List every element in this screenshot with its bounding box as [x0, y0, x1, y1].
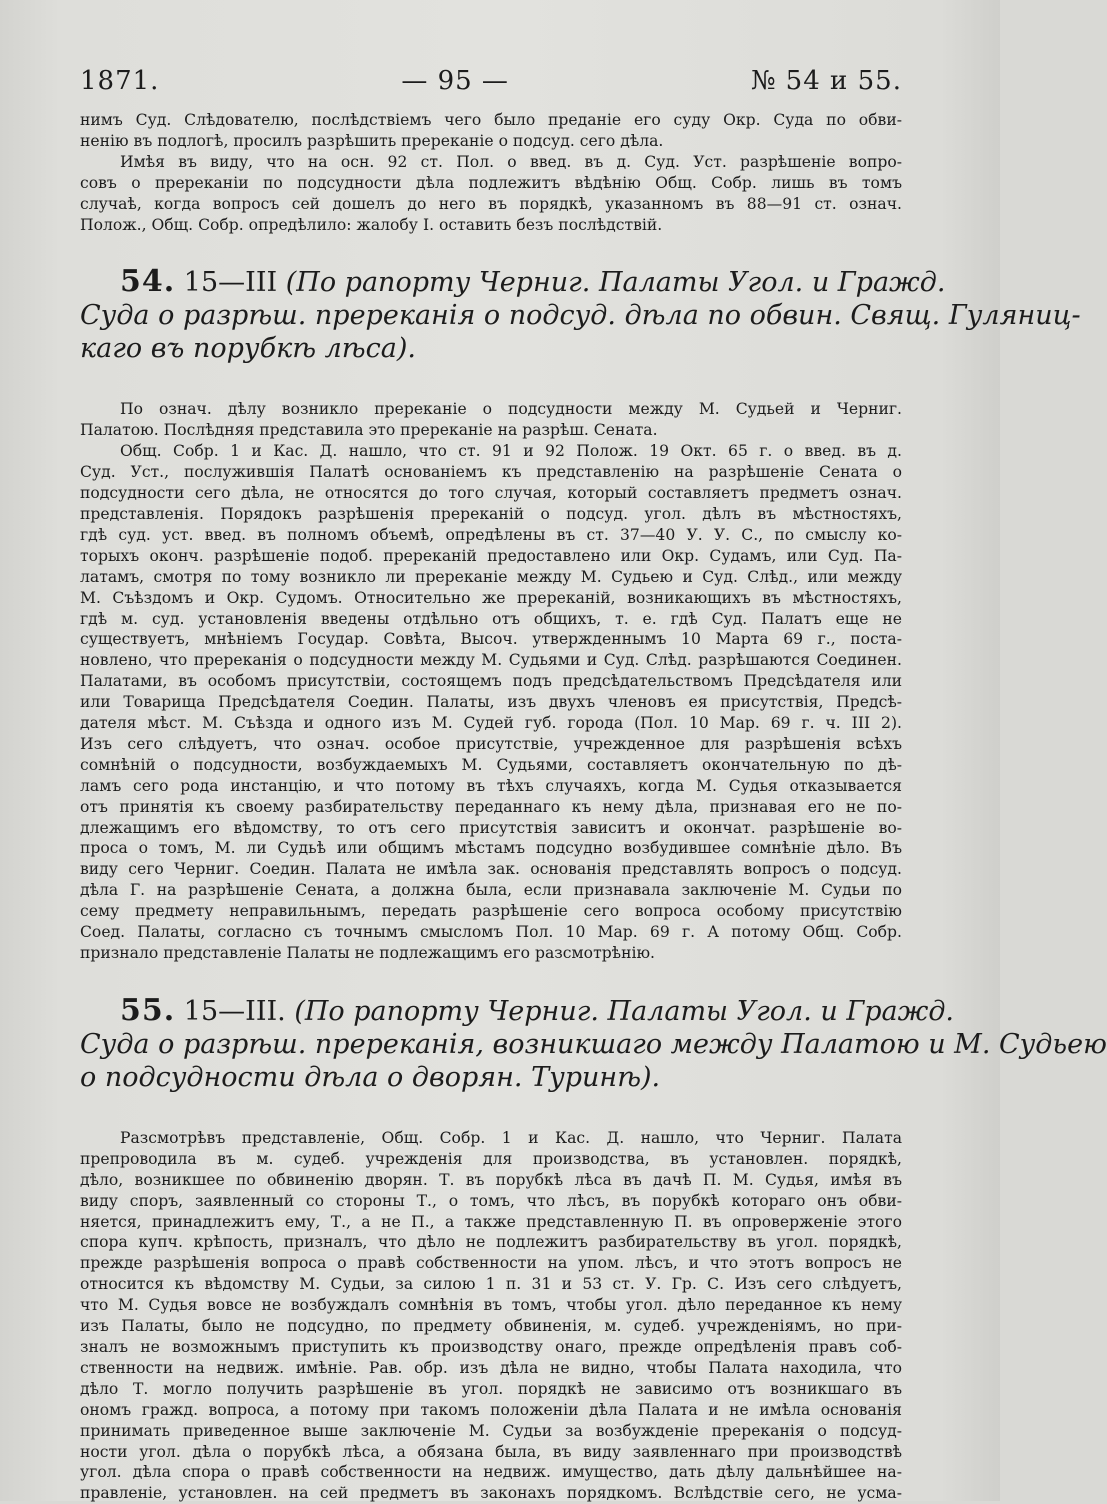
text-line: М. Съѣздомъ и Окр. Судомъ. Относительно же пререканій, возникающихъ въ мѣстностяхъ, [80, 588, 902, 607]
text-line: ненію въ подлогѣ, просилъ разрѣшить пререканіе о подсуд. сего дѣла. [80, 131, 664, 150]
text-line: Изъ сего слѣдуетъ, что означ. особое присутствіе, учрежденное для разрѣшенія всѣхъ [80, 734, 902, 753]
text-line: ственности на недвиж. имѣніе. Рав. обр. изъ дѣла не видно, чтобы Палата находила, что [80, 1358, 902, 1377]
text-line: дѣла Г. на разрѣшеніе Сената, а должна была, если признавала заключеніе М. Судьи по [80, 881, 902, 900]
text-line: Палатами, въ особомъ присутствіи, состоящемъ подъ предсѣдательствомъ Предсѣдателя или [80, 672, 902, 691]
text-line: дѣло Т. могло получить разрѣшеніе въ угол. порядкѣ не зависимо отъ возникшаго въ [80, 1379, 902, 1398]
text-line: ономъ гражд. вопроса, а потому при такомъ положеніи дѣла Палата и не имѣла основанія [80, 1400, 902, 1419]
case-number: 54. [120, 264, 176, 300]
text-line: изъ Палаты, было не подсудно, по предмету обвиненія, м. судеб. учрежденіямъ, но при- [80, 1317, 902, 1336]
text-line: Общ. Собр. 1 и Кас. Д. нашло, что ст. 91 и 92 Полож. 19 Окт. 65 г. о введ. въ д. [120, 442, 902, 461]
intro-paragraphs [80, 110, 902, 235]
text-line: относится къ вѣдомству М. Судьи, за силою 1 п. 31 и 53 ст. У. Гр. С. Изъ сего слѣдуетъ, [80, 1275, 902, 1294]
text-line: Разсмотрѣвъ представленіе, Общ. Собр. 1 и Кас. Д. нашло, что Черниг. Палата [120, 1128, 902, 1147]
text-line: принимать приведенное выше заключеніе М. Судьи за возбужденіе пререканія о подсуд- [80, 1421, 902, 1440]
text-line: спора купч. крѣпость, призналъ, что дѣло не подлежитъ разбирательству въ угол. порядкѣ, [80, 1233, 902, 1252]
text-line: длежащимъ его вѣдомству, то отъ сего присутствія зависитъ и окончат. разрѣшеніе во- [80, 818, 902, 837]
text-line: случаѣ, когда вопросъ сей дошелъ до него въ порядкѣ, указанномъ въ 88—91 ст. означ. [80, 194, 902, 213]
text-line: виду споръ, заявленный со стороны Т., о томъ, что лѣсъ, въ порубкѣ котораго онъ обви- [80, 1191, 902, 1210]
text-line: угол. дѣла спора о правѣ собственности на недвиж. имущество, дать дѣлу дальнѣйшее на- [80, 1463, 902, 1482]
text-line: нимъ Суд. Слѣдователю, послѣдствіемъ чего было преданіе его суду Окр. Суда по обви- [80, 111, 902, 129]
text-line: латамъ, смотря по тому возникло ли пререканіе между М. Судьею и Суд. Слѣд., или между [80, 567, 902, 586]
page-number: — 95 — [401, 66, 509, 96]
text-line: Соед. Палаты, согласно съ точнымъ смысломъ Пол. 10 Мар. 69 г. А потому Общ. Собр. [80, 923, 902, 942]
case-title-line: (По рапорту Черниг. Палаты Угол. и Гражд. [294, 995, 955, 1027]
case-date: 15—III. [183, 995, 286, 1027]
case-55-heading [80, 992, 1107, 1094]
case-title-line: Суда о разрѣш. пререканія о подсуд. дѣла по обвин. Свящ. Гуляниц- [80, 300, 1081, 332]
text-line: новлено, что пререканія о подсудности между М. Судьями и Суд. Слѣд. разрѣшаются Соединен. [80, 651, 902, 670]
text-line: Палатою. Послѣдняя представила это пререканіе на разрѣш. Сената. [80, 421, 658, 440]
text-line: дателя мѣст. М. Съѣзда и одного изъ М. Судей губ. города (Пол. 10 Мар. 69 г. ч. III 2). [80, 714, 902, 733]
text-line: гдѣ суд. уст. введ. въ полномъ объемѣ, опредѣлены въ ст. 37—40 У. У. С., по смыслу ко- [80, 525, 902, 544]
text-line: призналo представленіе Палаты не подлежащимъ его разсмотрѣнію. [80, 944, 655, 962]
text-line: виду сего Черниг. Соедин. Палата не имѣла зак. основанія представлять вопросъ о подсуд. [80, 860, 902, 879]
text-line: правленіе, установлен. на сей предметъ въ законахъ порядкомъ. Вслѣдствіе сего, не усма- [80, 1484, 902, 1503]
text-line: прежде разрѣшенія вопроса о правѣ собственности на упом. лѣсъ, и что этотъ вопросъ не [80, 1254, 902, 1273]
header-year: 1871. [80, 66, 160, 96]
text-line: сомнѣній о подсудности, возбуждаемыхъ М. Судьями, составляетъ окончательную по дѣ- [80, 755, 902, 774]
text-line: представленія. Порядокъ разрѣшенія пререканій о подсуд. угол. дѣлъ въ мѣстностяхъ, [80, 504, 902, 523]
case-title-line: (По рапорту Черниг. Палаты Угол. и Гражд. [285, 267, 946, 299]
text-line: сему предмету неправильнымъ, передать разрѣшеніе сего вопроса особому присутствію [80, 902, 902, 921]
text-line: зналъ не возможнымъ приступить къ производству онаго, прежде опредѣленія правъ соб- [80, 1337, 902, 1356]
text-line: отъ принятія къ своему разбирательству переданнаго къ нему дѣла, признавая его не по- [80, 797, 902, 816]
case-54-body [80, 399, 902, 963]
text-line: Суд. Уст., послужившія Палатѣ основаніемъ къ представленію на разрѣшеніе Сената о [80, 463, 902, 482]
text-line: няется, принадлежитъ ему, Т., а не П., а также представленную П. въ опроверженіе этого [80, 1212, 902, 1231]
text-line: гдѣ м. суд. установленія введены отдѣльно отъ общихъ, т. е. гдѣ Суд. Палатъ еще не [80, 609, 902, 628]
case-number: 55. [120, 992, 176, 1028]
text-line: По означ. дѣлу возникло пререканіе о подсудности между М. Судьей и Черниг. [120, 400, 902, 419]
text-line: торыхъ оконч. разрѣшеніе подоб. пререканій предоставлено или Окр. Судамъ, или Суд. Па- [80, 546, 902, 565]
text-line: существуетъ, мнѣніемъ Государ. Совѣта, Высоч. утвержденнымъ 10 Марта 69 г., поста- [80, 630, 902, 649]
case-date: 15—III [183, 267, 278, 299]
text-line: дѣло, возникшее по обвиненію дворян. Т. въ порубкѣ лѣса въ дачѣ П. М. Судья, имѣя въ [80, 1170, 902, 1189]
text-line: что М. Судья вовсе не возбуждалъ сомнѣнія въ томъ, чтобы угол. дѣло переданное къ нему [80, 1296, 902, 1315]
text-line: проса о томъ, М. ли Судьѣ или общимъ мѣстамъ подсудно возбудившее сомнѣніе дѣло. Въ [80, 839, 902, 858]
text-line: совъ о пререканіи по подсудности дѣла подлежитъ вѣдѣнію Общ. Собр. лишь въ томъ [80, 173, 902, 192]
case-55-body [80, 1128, 902, 1504]
text-line: ламъ сего рода инстанцію, и что потому въ тѣхъ случаяхъ, когда М. Судья отказывается [80, 776, 902, 795]
case-title-line: Суда о разрѣш. пререканія, возникшаго между Палатою и М. Судьею [80, 1028, 1107, 1060]
header-issue: № 54 и 55. [750, 66, 902, 96]
case-54-heading [80, 264, 1081, 365]
text-line: или Товарища Предсѣдателя Соедин. Палаты, изъ двухъ членовъ ея присутствія, Предсѣ- [80, 693, 902, 712]
running-header [80, 66, 902, 96]
text-line: подсудности сего дѣла, не относятся до того случая, который составляетъ предметъ означ. [80, 484, 902, 503]
text-line: Имѣя въ виду, что на осн. 92 ст. Пол. о введ. въ д. Суд. Уст. разрѣшеніе вопро- [120, 152, 902, 171]
text-line: Полож., Общ. Собр. опредѣлило: жалобу І. оставить безъ послѣдствій. [80, 215, 663, 234]
case-title-line: каго въ порубкѣ лѣса). [80, 333, 416, 365]
text-line: препроводила въ м. судеб. учрежденія для производства, въ установлен. порядкѣ, [80, 1149, 902, 1168]
case-title-line: о подсудности дѣла о дворян. Туринѣ). [80, 1061, 661, 1093]
text-line: ности угол. дѣла о порубкѣ лѣса, а обязана была, въ виду заявленнаго при производствѣ [80, 1442, 902, 1461]
